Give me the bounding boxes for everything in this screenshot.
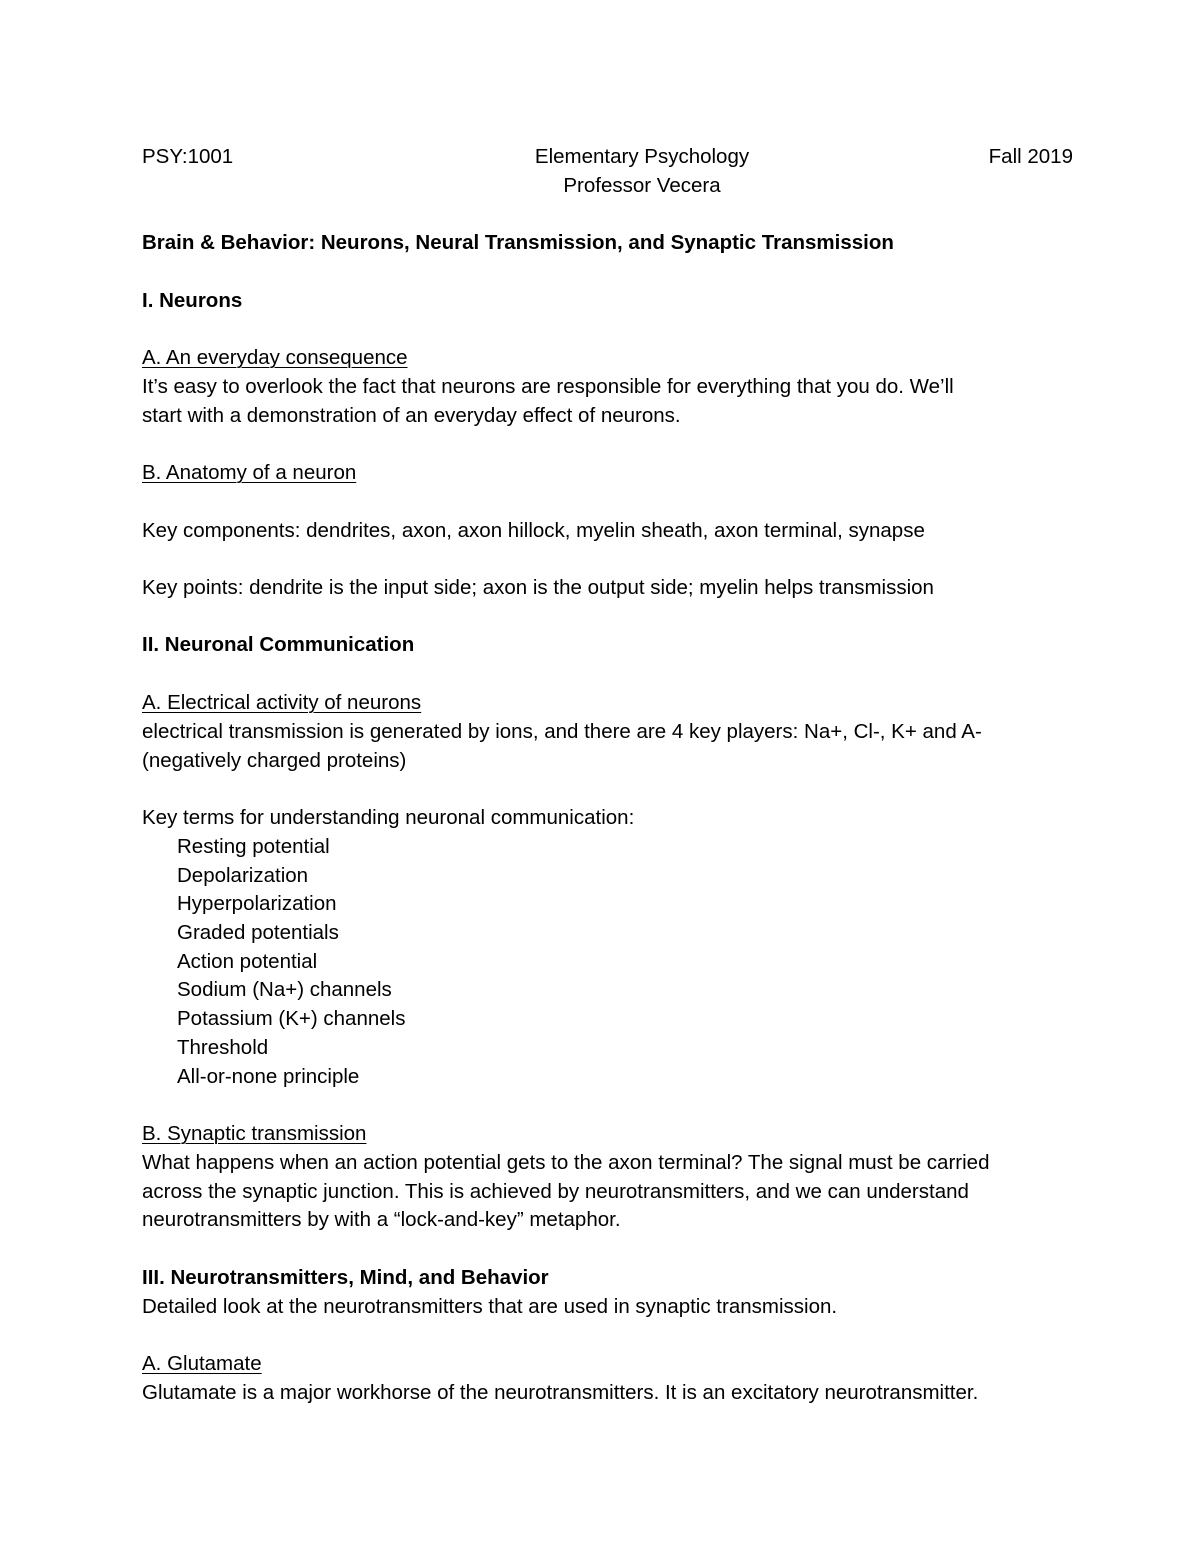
course-code: PSY:1001 <box>142 145 234 168</box>
paragraph-line: neurotransmitters by with a “lock-and-key” metaphor. <box>142 1208 621 1231</box>
key-term-item: Action potential <box>177 950 318 973</box>
paragraph-line: start with a demonstration of an everyday effect of neurons. <box>142 404 681 427</box>
key-term-item: Depolarization <box>177 864 309 887</box>
paragraph-line: across the synaptic junction. This is achieved by neurotransmitters, and we can understand <box>142 1180 969 1203</box>
section-heading-neuronal-communication: II. Neuronal Communication <box>142 633 415 656</box>
paragraph-line: (negatively charged proteins) <box>142 749 407 772</box>
key-components-line: Key components: dendrites, axon, axon hillock, myelin sheath, axon terminal, synapse <box>142 519 925 542</box>
section-heading-neurotransmitters: III. Neurotransmitters, Mind, and Behavior <box>142 1266 549 1289</box>
course-term: Fall 2019 <box>988 145 1073 168</box>
key-term-item: Graded potentials <box>177 921 339 944</box>
paragraph-line: Glutamate is a major workhorse of the neurotransmitters. It is an excitatory neurotransmitter. <box>142 1381 979 1404</box>
key-term-item: Sodium (Na+) channels <box>177 978 392 1001</box>
key-term-item: All-or-none principle <box>177 1065 360 1088</box>
subheading-everyday-consequence: A. An everyday consequence <box>142 346 408 369</box>
paragraph-line: Detailed look at the neurotransmitters that are used in synaptic transmission. <box>142 1295 838 1318</box>
section-heading-neurons: I. Neurons <box>142 289 243 312</box>
professor-name: Professor Vecera <box>563 174 721 197</box>
paragraph-line: It’s easy to overlook the fact that neurons are responsible for everything that you do. We’ll <box>142 375 954 398</box>
subheading-synaptic-transmission: B. Synaptic transmission <box>142 1122 367 1145</box>
key-term-item: Hyperpolarization <box>177 892 337 915</box>
subheading-electrical-activity: A. Electrical activity of neurons <box>142 691 422 714</box>
key-term-item: Resting potential <box>177 835 330 858</box>
course-name: Elementary Psychology <box>534 145 750 168</box>
key-term-item: Potassium (K+) channels <box>177 1007 406 1030</box>
key-term-item: Threshold <box>177 1036 269 1059</box>
paragraph-line: electrical transmission is generated by ions, and there are 4 key players: Na+, Cl-, K+ and A- <box>142 720 982 743</box>
key-points-line: Key points: dendrite is the input side; axon is the output side; myelin helps transmission <box>142 576 934 599</box>
subheading-anatomy-of-neuron: B. Anatomy of a neuron <box>142 461 357 484</box>
key-terms-intro: Key terms for understanding neuronal communication: <box>142 806 635 829</box>
document-title: Brain & Behavior: Neurons, Neural Transmission, and Synaptic Transmission <box>142 231 894 254</box>
subheading-glutamate: A. Glutamate <box>142 1352 262 1375</box>
paragraph-line: What happens when an action potential gets to the axon terminal? The signal must be carried <box>142 1151 990 1174</box>
